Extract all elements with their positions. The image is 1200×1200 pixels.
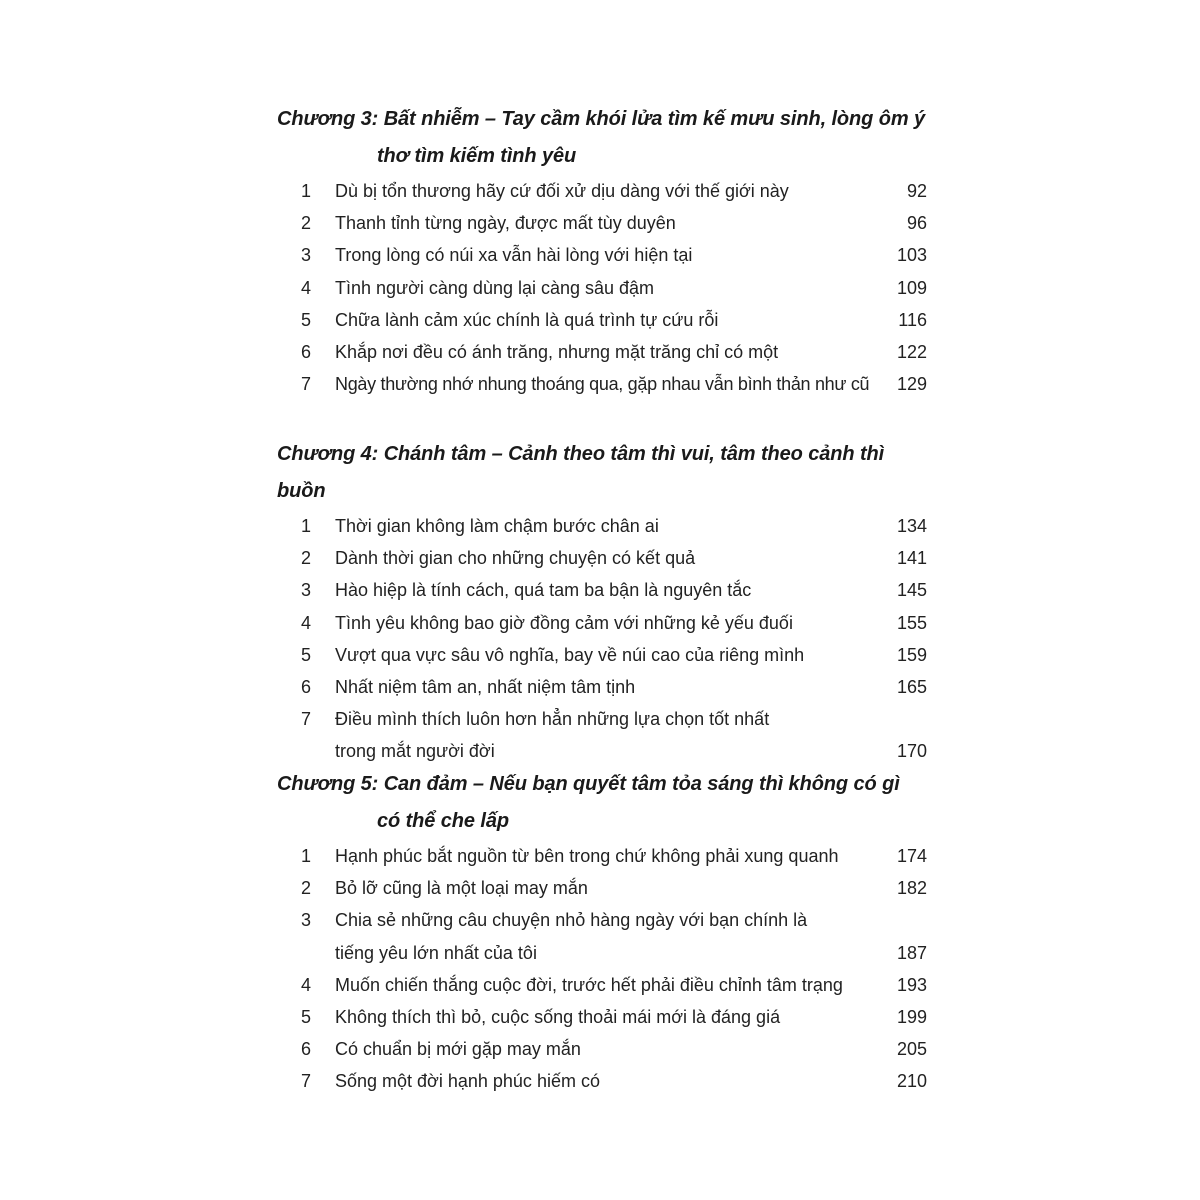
entry-page-number: 92 (906, 181, 927, 201)
entry-title: Dành thời gian cho những chuyện có kết quả (335, 548, 696, 569)
toc-entry (277, 840, 927, 872)
toc-entry (277, 1001, 927, 1033)
entry-number: 1 (300, 846, 311, 866)
toc-entry (277, 872, 927, 904)
chapter-4-section (277, 436, 927, 768)
entry-title: Muốn chiến thắng cuộc đời, trước hết phải điều chỉnh tâm trạng (335, 974, 843, 995)
entry-title: Sống một đời hạnh phúc hiếm có (335, 1071, 600, 1092)
toc-entry (277, 703, 927, 767)
toc-entry (277, 207, 927, 239)
entry-number: 7 (300, 374, 311, 395)
chapter-5-section (277, 766, 927, 1098)
chapter-4-title (277, 436, 927, 510)
entry-title: Điều mình thích luôn hơn hẳn những lựa chọn tốt nhất trong mắt người đời (335, 709, 770, 762)
chapter-5-title (277, 766, 927, 840)
entry-page-number: 134 (896, 516, 927, 536)
entry-title: Thanh tỉnh từng ngày, được mất tùy duyên (335, 213, 676, 234)
toc-entry (277, 368, 927, 400)
toc-entry (277, 607, 927, 639)
entry-title: Khắp nơi đều có ánh trăng, nhưng mặt trăng chỉ có một (335, 342, 779, 363)
entry-number: 6 (300, 342, 311, 363)
toc-entry (277, 904, 927, 968)
entry-title: Bỏ lỡ cũng là một loại may mắn (335, 878, 588, 899)
entry-number: 5 (300, 1007, 311, 1028)
entry-number: 2 (300, 878, 311, 899)
chapter-3-title-line1: Chương 3: Bất nhiễm – Tay cầm khói lửa tìm kế mưu sinh, lòng ôm ý (277, 108, 926, 130)
toc-entry (277, 304, 927, 336)
chapter-3-section (277, 101, 927, 400)
entry-page-number: 165 (896, 677, 927, 698)
chapter-3-entry-list (277, 175, 927, 400)
entry-title: Hào hiệp là tính cách, quá tam ba bận là nguyên tắc (335, 580, 752, 601)
entry-page-number: 103 (896, 245, 927, 266)
entry-title: Chia sẻ những câu chuyện nhỏ hàng ngày với bạn chính là tiếng yêu lớn nhất của tôi (335, 910, 808, 963)
chapter-5-entry-list (277, 840, 927, 1098)
entry-page-number: 205 (896, 1039, 927, 1060)
entry-number: 3 (300, 910, 311, 931)
toc-entry (277, 574, 927, 606)
entry-page-number: 116 (898, 309, 927, 330)
toc-entry (277, 1065, 927, 1097)
chapter-3-title-line2: thơ tìm kiếm tình yêu (377, 145, 577, 167)
entry-title: Thời gian không làm chậm bước chân ai (335, 516, 659, 536)
chapter-5-title-line1: Chương 5: Can đảm – Nếu bạn quyết tâm tỏa sáng thì không có gì (277, 773, 900, 795)
entry-number: 4 (300, 974, 311, 995)
entry-title: Chữa lành cảm xúc chính là quá trình tự cứu rỗi (335, 309, 719, 330)
chapter-5-title-line2: có thể che lấp (377, 810, 509, 832)
entry-page-number: 210 (896, 1071, 927, 1092)
entry-page-number: 182 (896, 878, 927, 899)
entry-number: 7 (300, 709, 311, 730)
toc-entry (277, 969, 927, 1001)
entry-number: 6 (300, 1039, 311, 1060)
entry-title: Vượt qua vực sâu vô nghĩa, bay về núi cao của riêng mình (335, 644, 805, 665)
entry-page-number: 170 (896, 741, 927, 762)
toc-entry (277, 1033, 927, 1065)
entry-number: 2 (300, 548, 311, 569)
entry-page-number: 141 (896, 548, 927, 569)
chapter-4-title-line1: Chương 4: Chánh tâm – Cảnh theo tâm thì vui, tâm theo cảnh thì buồn (277, 443, 885, 502)
entry-page-number: 193 (896, 974, 927, 995)
entry-title: Không thích thì bỏ, cuộc sống thoải mái mới là đáng giá (335, 1007, 781, 1028)
toc-entry (277, 510, 927, 542)
entry-page-number: 109 (896, 277, 927, 298)
entry-number: 5 (300, 309, 311, 330)
entry-title: Tình người càng dùng lại càng sâu đậm (335, 277, 655, 298)
entry-number: 4 (300, 277, 311, 298)
entry-title: Trong lòng có núi xa vẫn hài lòng với hiện tại (335, 245, 693, 266)
toc-entry (277, 239, 927, 271)
entry-page-number: 159 (896, 644, 927, 665)
toc-entry (277, 639, 927, 671)
entry-page-number: 187 (896, 942, 927, 963)
entry-title: Hạnh phúc bắt nguồn từ bên trong chứ không phải xung quanh (335, 846, 839, 866)
toc-entry (277, 272, 927, 304)
entry-number: 7 (300, 1071, 311, 1092)
entry-title: Dù bị tổn thương hãy cứ đối xử dịu dàng với thế giới này (335, 181, 789, 201)
entry-number: 4 (300, 612, 311, 633)
entry-number: 1 (300, 516, 311, 536)
entry-page-number: 129 (896, 374, 927, 395)
entry-number: 6 (300, 677, 311, 698)
chapter-3-title (277, 101, 927, 175)
entry-title: Ngày thường nhớ nhung thoáng qua, gặp nhau vẫn bình thản như cũ (335, 374, 870, 395)
entry-title: Nhất niệm tâm an, nhất niệm tâm tịnh (335, 677, 636, 698)
toc-entry (277, 542, 927, 574)
toc-entry (277, 671, 927, 703)
entry-page-number: 122 (896, 342, 927, 363)
entry-page-number: 145 (896, 580, 927, 601)
entry-page-number: 96 (906, 213, 927, 234)
toc-entry (277, 336, 927, 368)
entry-number: 3 (300, 245, 311, 266)
entry-page-number: 199 (896, 1007, 927, 1028)
entry-page-number: 174 (896, 846, 927, 866)
toc-entry (277, 175, 927, 207)
entry-title: Có chuẩn bị mới gặp may mắn (335, 1039, 581, 1060)
entry-number: 3 (300, 580, 311, 601)
chapter-4-entry-list (277, 510, 927, 768)
entry-title: Tình yêu không bao giờ đồng cảm với những kẻ yếu đuối (335, 612, 793, 633)
entry-page-number: 155 (896, 612, 927, 633)
entry-number: 2 (300, 213, 311, 234)
entry-number: 5 (300, 644, 311, 665)
entry-number: 1 (300, 181, 311, 201)
